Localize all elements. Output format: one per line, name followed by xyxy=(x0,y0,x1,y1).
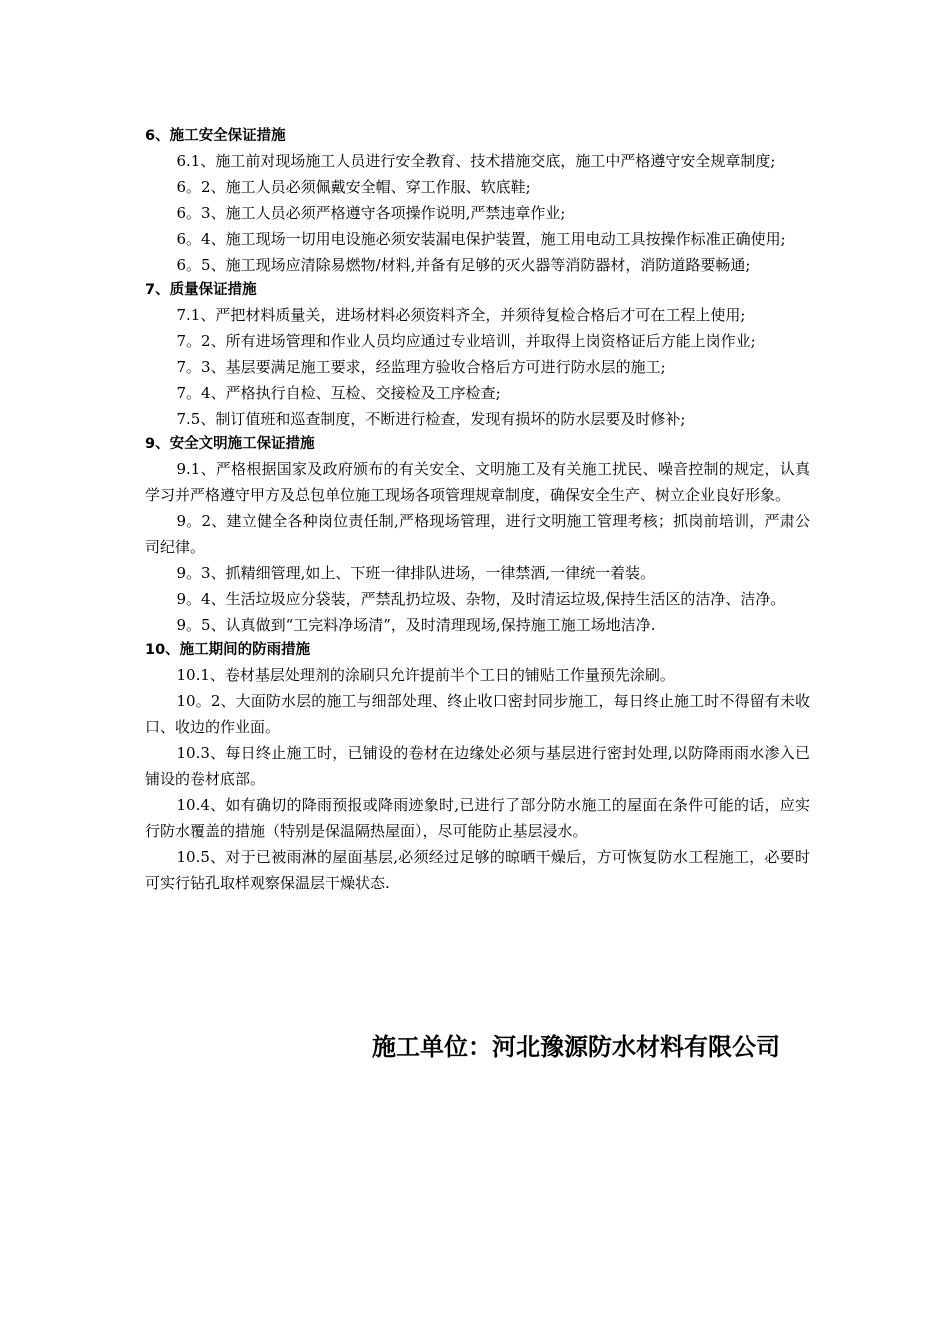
list-item: 6。5、施工现场应清除易燃物/材料,并备有足够的灭火器等消防器材，消防道路要畅通; xyxy=(176,256,751,274)
section-civilized-construction xyxy=(145,432,810,638)
section-quality xyxy=(145,278,810,432)
section-heading: 9、安全文明施工保证措施 xyxy=(145,436,315,452)
list-item: 6。4、施工现场一切用电设施必须安装漏电保护装置，施工用电动工具按操作标准正确使用; xyxy=(176,230,786,248)
section-heading: 6、施工安全保证措施 xyxy=(145,128,286,144)
list-item: 7。3、基层要满足施工要求，经监理方验收合格后方可进行防水层的施工; xyxy=(176,358,666,376)
list-item: 7.5、制订值班和巡查制度，不断进行检查，发现有损坏的防水层要及时修补; xyxy=(176,410,686,428)
list-item: 6。3、施工人员必须严格遵守各项操作说明,严禁违章作业; xyxy=(176,204,566,222)
company-signature: 施工单位：河北豫源防水材料有限公司 xyxy=(372,1033,780,1061)
list-item: 6.1、施工前对现场施工人员进行安全教育、技术措施交底，施工中严格遵守安全规章制度; xyxy=(176,152,776,170)
list-item: 6。2、施工人员必须佩戴安全帽、穿工作服、软底鞋; xyxy=(176,178,531,196)
section-heading: 7、质量保证措施 xyxy=(145,282,257,298)
list-item: 10.4、如有确切的降雨预报或降雨迹象时,已进行了部分防水施工的屋面在条件可能的话，应实行防水覆盖的措施（特别是保温隔热屋面），尽可能防止基层浸水。 xyxy=(145,796,810,840)
list-item: 10。2、大面防水层的施工与细部处理、终止收口密封同步施工，每日终止施工时不得留有未收口、收边的作业面。 xyxy=(145,692,810,736)
list-item: 7.1、严把材料质量关，进场材料必须资料齐全，并须待复检合格后才可在工程上使用; xyxy=(176,306,746,324)
section-safety xyxy=(145,124,810,278)
list-item: 9。2、建立健全各种岗位责任制,严格现场管理，进行文明施工管理考核；抓岗前培训，严肃公司纪律。 xyxy=(145,512,810,556)
list-item: 10.1、卷材基层处理剂的涂刷只允许提前半个工日的铺贴工作量预先涂刷。 xyxy=(176,666,675,684)
section-rain-protection xyxy=(145,638,810,896)
list-item: 9。3、抓精细管理,如上、下班一律排队进场，一律禁酒,一律统一着装。 xyxy=(176,564,656,582)
section-heading: 10、施工期间的防雨措施 xyxy=(145,642,311,658)
list-item: 9.1、严格根据国家及政府颁布的有关安全、文明施工及有关施工扰民、噪音控制的规定，认真学习并严格遵守甲方及总包单位施工现场各项管理规章制度，确保安全生产、树立企业良好形象。 xyxy=(145,460,810,504)
list-item: 10.5、对于已被雨淋的屋面基层,必须经过足够的晾晒干燥后，方可恢复防水工程施工，必要时可实行钻孔取样观察保温层干燥状态. xyxy=(145,848,810,892)
list-item: 7。2、所有进场管理和作业人员均应通过专业培训，并取得上岗资格证后方能上岗作业; xyxy=(176,332,756,350)
list-item: 7。4、严格执行自检、互检、交接检及工序检查; xyxy=(176,384,501,402)
list-item: 10.3、每日终止施工时，已铺设的卷材在边缘处必须与基层进行密封处理,以防降雨雨水渗入已铺设的卷材底部。 xyxy=(145,744,810,788)
document-body xyxy=(145,124,810,896)
list-item: 9。4、生活垃圾应分袋装，严禁乱扔垃圾、杂物，及时清运垃圾,保持生活区的洁净、洁净。 xyxy=(176,590,786,608)
list-item: 9。5、认真做到“工完料净场清”，及时清理现场,保持施工施工场地洁净. xyxy=(176,616,656,634)
